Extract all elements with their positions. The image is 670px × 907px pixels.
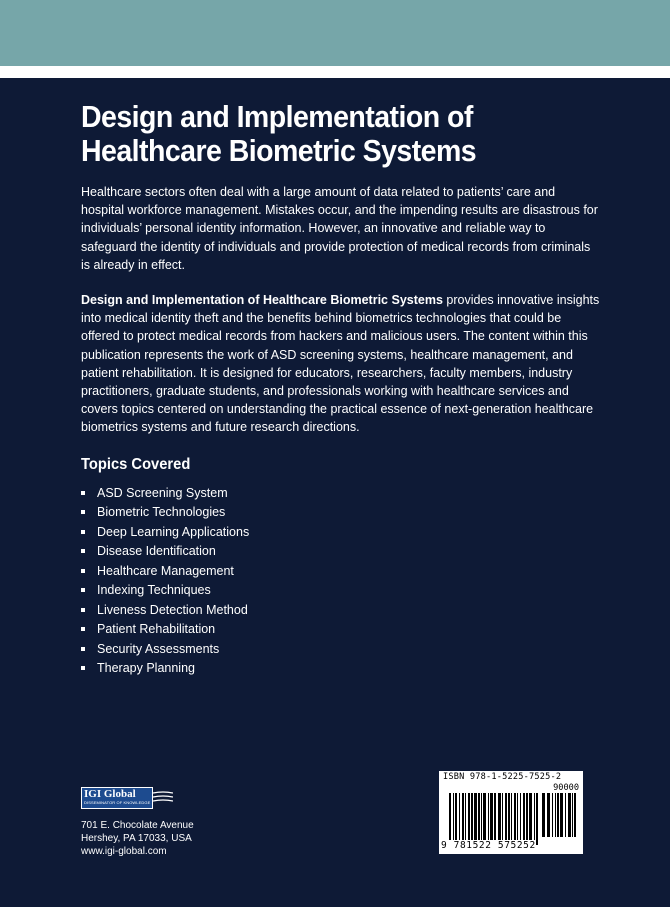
title-line-2: Healthcare Biometric Systems [81,133,477,168]
bullet-icon [81,491,85,495]
isbn-label: ISBN 978-1-5225-7525-2 [443,772,562,782]
bullet-icon [81,647,85,651]
book-title [81,100,596,168]
title-line-1: Design and Implementation of [81,99,473,134]
topic-item [81,581,601,601]
topic-label: Biometric Technologies [97,505,226,520]
bullet-icon [81,627,85,631]
topic-label: Security Assessments [97,641,220,656]
topic-item [81,601,601,621]
publisher-address [81,819,281,858]
description-paragraph-2 [81,291,601,437]
addon-barcode-bars-icon [542,793,578,837]
topic-item [81,659,601,679]
barcode-bars-icon [449,793,539,845]
white-divider-strip [0,66,670,78]
paragraph-2-bold-title: Design and Implementation of Healthcare Biometric Systems [81,293,443,308]
top-color-band [0,0,670,66]
publisher-info [81,787,281,858]
logo-tagline: DISSEMINATOR OF KNOWLEDGE [84,800,151,805]
cover-content [81,100,601,679]
topic-label: ASD Screening System [97,485,228,500]
topic-item [81,542,601,562]
topic-label: Healthcare Management [97,563,234,578]
topic-item [81,523,601,543]
paragraph-2-text: provides innovative insights into medical identity theft and the benefits behind biometrics technologies that could be offered to protect medical records from hackers and malicious users. The content within this publication represents the work of ASD screening systems, healthcare management, and patient rehabilitation. It is designed for educators, researchers, faculty members, industry practitioners, graduate students, and professionals working with healthcare services and covers topics centered on understanding the practical essence of next-generation healthcare biometrics systems and future research directions. [81,293,600,435]
address-line-2: Hershey, PA 17033, USA [81,833,192,844]
topic-item [81,562,601,582]
publisher-website: www.igi-global.com [81,846,167,857]
publisher-logo [81,787,173,811]
topic-label: Disease Identification [97,544,216,559]
topic-label: Liveness Detection Method [97,602,248,617]
isbn-barcode [439,771,583,854]
bullet-icon [81,588,85,592]
ean-number: 9 781522 575252 [441,840,536,851]
bullet-icon [81,549,85,553]
bullet-icon [81,569,85,573]
topic-item [81,503,601,523]
topic-label: Deep Learning Applications [97,524,250,539]
topic-label: Patient Rehabilitation [97,622,216,637]
bullet-icon [81,666,85,670]
topics-list [81,484,601,679]
topic-item [81,640,601,660]
address-line-1: 701 E. Chocolate Avenue [81,820,194,831]
bullet-icon [81,608,85,612]
logo-text: IGI Global [84,788,136,800]
topic-label: Therapy Planning [97,661,195,676]
topic-label: Indexing Techniques [97,583,211,598]
bullet-icon [81,530,85,534]
price-code: 90000 [553,783,579,793]
topics-heading: Topics Covered [81,455,191,473]
logo-swoosh-icon [153,789,173,807]
description-paragraph-1: Healthcare sectors often deal with a large amount of data related to patients’ care and hospital workforce management. Mistakes occur, and the impending results are disastrous for individuals’ personal identity information. However, an innovative and reliable way to safeguard the identity of individuals and provide protection of medical records from criminals is already in effect. [81,185,598,272]
bullet-icon [81,510,85,514]
topic-item [81,484,601,504]
topic-item [81,620,601,640]
